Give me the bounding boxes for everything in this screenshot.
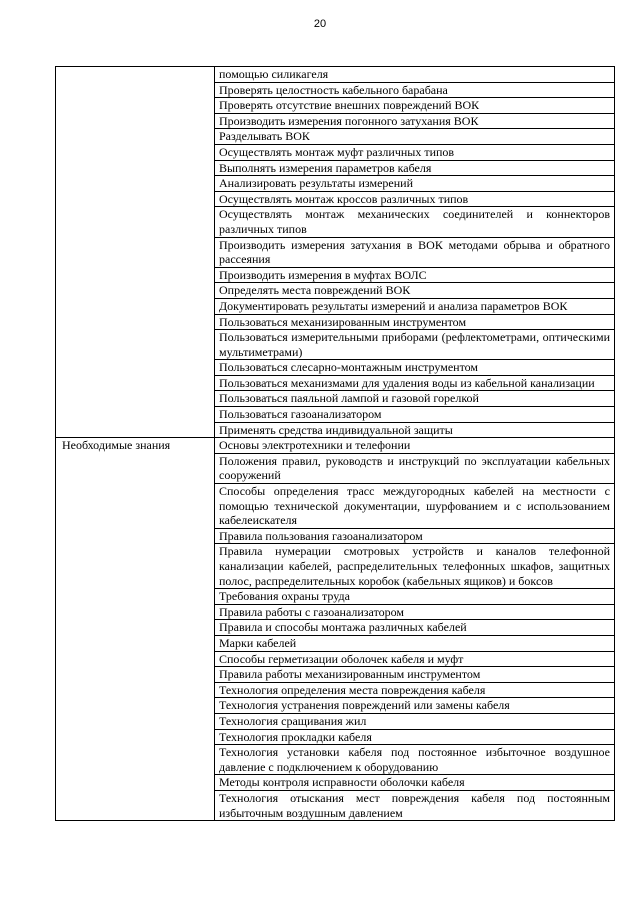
- list-item: Производить измерения в муфтах ВОЛС: [215, 267, 615, 283]
- list-item: Осуществлять монтаж механических соединителей и коннекторов различных типов: [215, 207, 615, 237]
- list-item: Технология установки кабеля под постоянное избыточное воздушное давление с подключением к оборудованию: [215, 745, 615, 775]
- list-item: Требования охраны труда: [215, 589, 615, 605]
- list-item: Марки кабелей: [215, 635, 615, 651]
- list-item: Анализировать результаты измерений: [215, 176, 615, 192]
- list-item: Пользоваться механизмами для удаления воды из кабельной канализации: [215, 375, 615, 391]
- list-item: Производить измерения затухания в ВОК методами обрыва и обратного рассеяния: [215, 237, 615, 267]
- requirements-table: [55, 66, 615, 821]
- list-item: Технология устранения повреждений или замены кабеля: [215, 698, 615, 714]
- page-number: 20: [313, 18, 327, 30]
- table-row: [56, 67, 615, 83]
- list-item: Способы определения трасс междугородных кабелей на местности с помощью технической документации, шурфованием и с использованием кабелеискателя: [215, 484, 615, 529]
- list-item: Пользоваться механизированным инструментом: [215, 314, 615, 330]
- list-item: Правила пользования газоанализатором: [215, 528, 615, 544]
- list-item: Выполнять измерения параметров кабеля: [215, 160, 615, 176]
- list-item: Правила работы с газоанализатором: [215, 604, 615, 620]
- list-item: Основы электротехники и телефонии: [215, 438, 615, 454]
- list-item: Документировать результаты измерений и анализа параметров ВОК: [215, 298, 615, 314]
- list-item: Пользоваться паяльной лампой и газовой горелкой: [215, 391, 615, 407]
- list-item: Правила нумерации смотровых устройств и каналов телефонной канализации кабелей, распределительных телефонных шкафов, защитных полос, распределительных коробок (кабельных ящиков) и боксов: [215, 544, 615, 589]
- list-item: Технология определения места повреждения кабеля: [215, 682, 615, 698]
- section-label: [56, 67, 215, 438]
- list-item: Проверять отсутствие внешних повреждений ВОК: [215, 98, 615, 114]
- list-item: Осуществлять монтаж кроссов различных типов: [215, 191, 615, 207]
- list-item: Разделывать ВОК: [215, 129, 615, 145]
- list-item: Положения правил, руководств и инструкций по эксплуатации кабельных сооружений: [215, 453, 615, 483]
- list-item: Технология прокладки кабеля: [215, 729, 615, 745]
- list-item: Пользоваться измерительными приборами (рефлектометрами, оптическими мультиметрами): [215, 330, 615, 360]
- list-item: Методы контроля исправности оболочки кабеля: [215, 775, 615, 791]
- list-item: Производить измерения погонного затухания ВОК: [215, 113, 615, 129]
- list-item: Пользоваться слесарно-монтажным инструментом: [215, 360, 615, 376]
- list-item: Определять места повреждений ВОК: [215, 283, 615, 299]
- list-item: Осуществлять монтаж муфт различных типов: [215, 144, 615, 160]
- list-item: Правила и способы монтажа различных кабелей: [215, 620, 615, 636]
- list-item: Проверять целостность кабельного барабана: [215, 82, 615, 98]
- list-item: Применять средства индивидуальной защиты: [215, 422, 615, 438]
- list-item: Пользоваться газоанализатором: [215, 407, 615, 423]
- list-item: Технология сращивания жил: [215, 713, 615, 729]
- table-row: [56, 438, 615, 454]
- list-item: Технология отыскания мест повреждения кабеля под постоянным избыточным воздушным давлением: [215, 790, 615, 820]
- list-item: Способы герметизации оболочек кабеля и муфт: [215, 651, 615, 667]
- section-label: Необходимые знания: [56, 438, 215, 821]
- list-item: Правила работы механизированным инструментом: [215, 667, 615, 683]
- list-item: помощью силикагеля: [215, 67, 615, 83]
